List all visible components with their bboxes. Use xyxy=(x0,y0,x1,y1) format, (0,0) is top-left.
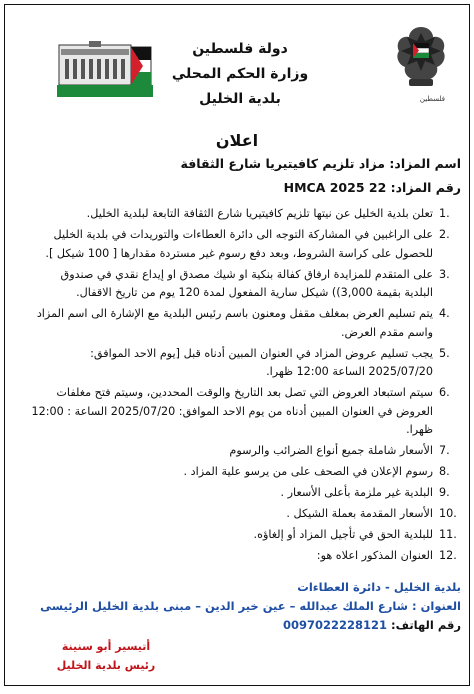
item-text: رسوم الإعلان في الصحف على من يرسو علية المزاد . xyxy=(183,465,433,479)
list-item xyxy=(31,384,463,440)
item-text: العنوان المذكور اعلاه هو: xyxy=(316,549,433,563)
item-number: 2. xyxy=(439,227,450,241)
phone-number: 0097022228121 xyxy=(282,618,388,632)
list-item xyxy=(31,345,463,382)
municipality-name: بلدية الخليل xyxy=(199,91,281,107)
item-number: 9. xyxy=(439,486,450,500)
item-text: يتم تسليم العرض بمغلف مقفل ومعنون باسم رئيس البلدية مع الإشارة الى اسم المزاد واسم مقدم العرض. xyxy=(36,307,433,339)
item-text: البلدية غير ملزمة بأعلى الأسعار . xyxy=(280,486,433,500)
item-number: 8. xyxy=(439,465,450,479)
ref-value: HMCA 2025 22 xyxy=(283,180,387,195)
address-line: العنوان : شارع الملك عبدالله – عين خير الدين – مبنى بلدية الخليل الرئيسى xyxy=(40,599,461,613)
phone-line xyxy=(40,616,461,635)
palestine-emblem-icon xyxy=(391,23,451,95)
signatory-title: رئيس بلدية الخليل xyxy=(56,659,156,672)
auction-reference xyxy=(284,180,461,195)
header-titles xyxy=(155,37,325,112)
list-item xyxy=(31,547,463,566)
ref-label: رقم المزاد: xyxy=(390,180,461,195)
item-text: على الراغبين في المشاركة التوجه الى دائرة العطاءات والتوريدات في بلدية الخليل للحصول على كراسة الشروط، وبعد دفع رسوم غير مستردة مقدارها [ 100 شيكل ]. xyxy=(45,227,433,260)
list-item xyxy=(31,505,463,524)
item-number: 1. xyxy=(439,207,450,220)
auction-subject xyxy=(180,156,461,171)
item-number: 7. xyxy=(439,444,450,458)
state-name: دولة فلسطين xyxy=(192,41,288,57)
item-number: 12. xyxy=(439,549,457,563)
phone-label: رقم الهاتف: xyxy=(391,618,461,632)
signature-block xyxy=(51,637,161,675)
hebron-municipality-logo-icon xyxy=(49,41,157,99)
item-text: تعلن بلدية الخليل عن نيتها تلزيم كافيتيريا شارع الثقافة التابعة لبلدية الخليل. xyxy=(86,207,433,220)
list-item xyxy=(31,526,463,545)
item-number: 4. xyxy=(439,307,450,321)
conditions-list xyxy=(31,205,463,568)
notice-page xyxy=(4,4,470,686)
list-item xyxy=(31,305,463,342)
list-item xyxy=(31,266,463,303)
item-text: سيتم استبعاد العروض التي تصل بعد التاريخ والوقت المحددين، وسيتم فتح مغلفات العروض في العنوان المبين أدناه من يوم الاحد الموافق: 2025/07/20 الساعة : 12:00 ظهرا. xyxy=(31,386,433,437)
list-item xyxy=(31,463,463,482)
ministry-name: وزارة الحكم المحلي xyxy=(171,66,309,82)
list-item xyxy=(31,442,463,461)
item-number: 5. xyxy=(439,346,450,360)
emblem-caption: فلسطين xyxy=(419,95,445,103)
item-number: 10. xyxy=(439,507,457,521)
item-number: 11. xyxy=(439,528,457,542)
item-number: 3. xyxy=(439,267,450,281)
list-item xyxy=(31,205,463,224)
list-item xyxy=(31,484,463,503)
notice-title: اعلان xyxy=(215,131,259,150)
item-text: للبلدية الحق في تأجيل المزاد أو إلغاؤه. xyxy=(253,528,433,542)
item-number: 6. xyxy=(439,386,450,400)
subject-label: اسم المزاد: xyxy=(389,156,461,171)
contact-block xyxy=(40,578,461,635)
office-line: بلدية الخليل - دائرة العطاءات xyxy=(297,580,461,594)
item-text: على المتقدم للمزايدة ارفاق كفالة بنكية او شيك مصدق او إيداع نقدي في صندوق البلدية بقيمة 3,000)) شيكل سارية المفعول لمدة 120 يوم من تاريخ الاقفال. xyxy=(60,267,433,300)
item-text: الأسعار المقدمة بعملة الشيكل . xyxy=(286,507,433,521)
signatory-name: أتيسير أبو سنينة xyxy=(61,640,151,653)
list-item xyxy=(31,226,463,263)
item-text: الأسعار شاملة جميع أنواع الضرائب والرسوم xyxy=(229,444,433,458)
item-text: يجب تسليم عروض المزاد في العنوان المبين أدناه قبل [يوم الاحد الموافق: 2025/07/20 الساعة 12:00 ظهرا. xyxy=(90,346,433,379)
subject-value: مزاد تلزيم كافيتيريا شارع الثقافة xyxy=(180,156,386,171)
